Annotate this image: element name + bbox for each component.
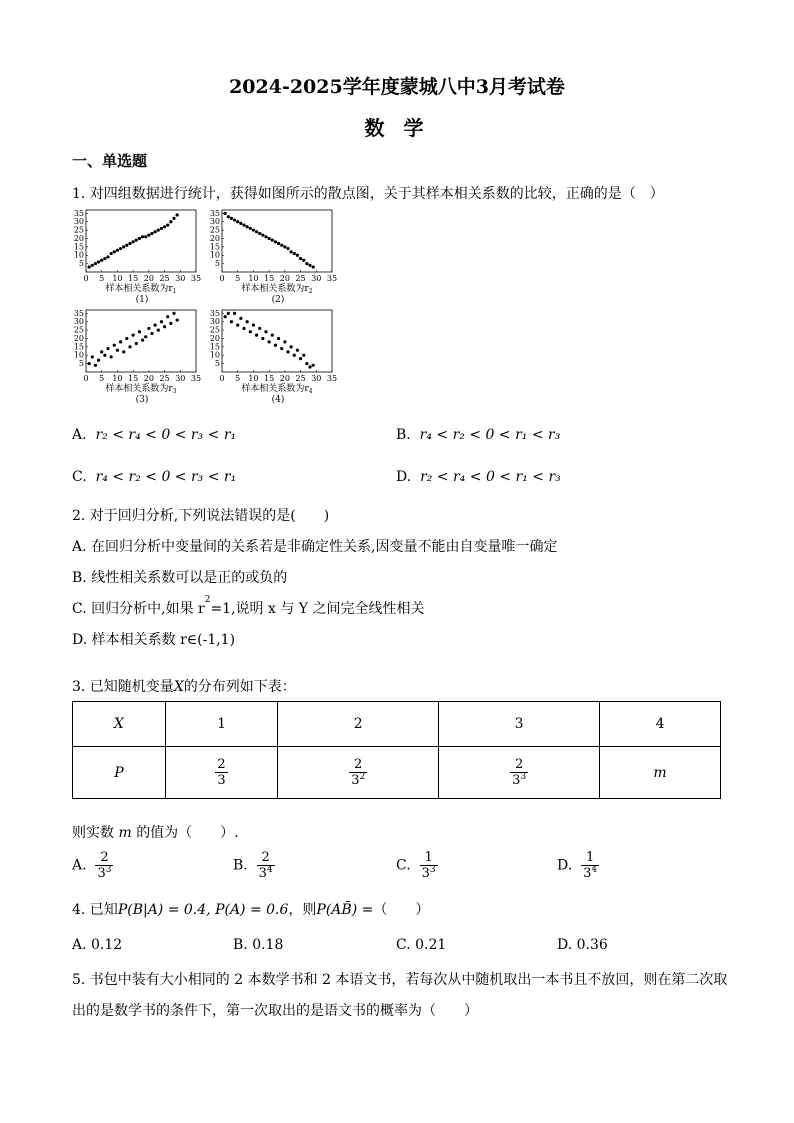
y-tick-label: 25 (73, 325, 84, 335)
data-point (160, 227, 163, 230)
data-point (113, 344, 116, 347)
question-3-ask (72, 822, 239, 842)
q3-option-c-label: C. (396, 857, 411, 874)
q3-stem-pre: 3. 已知随机变量 (72, 679, 174, 695)
table-row (73, 702, 721, 747)
fraction: $\frac{2}{3}$ (217, 757, 226, 788)
data-point (249, 227, 252, 230)
y-tick-label: 5 (214, 259, 220, 269)
x-tick-label: 30 (311, 374, 322, 383)
q3-option-a-label: A. (72, 857, 87, 874)
q1-option-a-label: A. (72, 427, 87, 443)
q2-option-c[interactable] (72, 595, 425, 618)
x-tick-label: 25 (295, 274, 306, 283)
y-tick-label: 35 (73, 308, 84, 318)
data-point (141, 235, 144, 238)
y-tick-label: 20 (209, 333, 220, 343)
data-point (283, 340, 286, 343)
q4-option-d[interactable]: D. 0.36 (557, 937, 608, 953)
data-point (106, 347, 109, 350)
q3-stem-var: X (173, 679, 184, 695)
plot-index: (2) (271, 295, 285, 305)
q3-stem-post: 的分布列如下表： (183, 679, 296, 695)
data-point (299, 257, 302, 260)
data-point (119, 247, 122, 250)
y-tick-label: 20 (73, 233, 84, 243)
table-cell (165, 747, 277, 799)
data-point (268, 237, 271, 240)
data-point (106, 255, 109, 258)
x-tick-label: 35 (190, 274, 202, 283)
data-point (128, 242, 131, 245)
data-point (103, 257, 106, 260)
y-tick-label: 30 (209, 217, 220, 227)
data-point (296, 254, 299, 257)
data-point (296, 349, 299, 352)
table-cell: 3 (439, 702, 600, 747)
q3-option-d-label: D. (557, 857, 573, 874)
q3-option-b[interactable] (233, 850, 275, 881)
data-point (91, 264, 94, 267)
x-tick-label: 20 (143, 274, 154, 283)
question-4-stem (72, 899, 429, 919)
x-tick-label: 10 (112, 374, 123, 383)
data-point (299, 357, 302, 360)
plot-caption: 样本相关系数为$r_1$ (105, 284, 177, 295)
q4-ask: P(AB̄) = (316, 902, 374, 918)
data-point (261, 337, 264, 340)
y-tick-label: 10 (73, 350, 84, 360)
data-point (135, 342, 138, 345)
y-tick-label: 35 (209, 208, 220, 218)
scatter-plot-3 (72, 308, 204, 412)
data-point (176, 318, 179, 321)
data-point (252, 229, 255, 232)
data-point (230, 320, 233, 323)
data-point (147, 234, 150, 237)
y-tick-label: 5 (78, 259, 84, 269)
data-point (274, 344, 277, 347)
data-point (144, 335, 147, 338)
fraction: $\frac{2}{3^3}$ (512, 757, 527, 788)
plot-caption: 样本相关系数为$r_4$ (241, 384, 313, 395)
y-tick-label: 35 (73, 208, 84, 218)
x-tick-label: 30 (175, 374, 186, 383)
x-tick-label: 25 (159, 374, 170, 383)
y-tick-label: 25 (209, 225, 220, 235)
plot-index: (4) (271, 395, 285, 405)
x-tick-label: 15 (264, 274, 275, 283)
x-tick-label: 0 (219, 374, 225, 383)
data-point (308, 365, 311, 368)
q1-option-d-expr: r₂ < r₄ < 0 < r₁ < r₃ (420, 469, 561, 485)
exam-title: 2024-2025学年度蒙城八中3月考试卷 (229, 76, 565, 98)
data-point (305, 362, 308, 365)
x-tick-label: 20 (143, 374, 154, 383)
q2-option-d[interactable]: D. 样本相关系数 r∈(-1,1) (72, 632, 236, 648)
q3-ask-post: 的值为（ ）. (136, 825, 239, 841)
y-tick-label: 30 (209, 317, 220, 327)
data-point (132, 240, 135, 243)
q1-option-b[interactable] (396, 427, 560, 443)
y-tick-label: 35 (209, 308, 220, 318)
q3-option-d[interactable] (557, 850, 599, 881)
q4-mid: ，则 (288, 902, 317, 918)
data-point (280, 347, 283, 350)
data-point (236, 220, 239, 223)
data-point (122, 350, 125, 353)
data-point (172, 312, 175, 315)
q1-option-c-expr: r₄ < r₂ < 0 < r₃ < r₁ (95, 469, 237, 485)
data-point (166, 223, 169, 226)
data-point (239, 222, 242, 225)
y-tick-label: 10 (209, 350, 220, 360)
data-point (230, 217, 233, 220)
data-point (157, 329, 160, 332)
data-point (280, 244, 283, 247)
section-heading: 一、单选题 (72, 152, 148, 170)
q1-option-b-label: B. (396, 427, 411, 443)
q3-option-c[interactable] (396, 850, 438, 881)
q2-option-c-pre: C. 回归分析中,如果 r (72, 601, 205, 617)
data-point (246, 225, 249, 228)
q4-stem-pre: 4. 已知 (72, 902, 118, 918)
data-point (242, 223, 245, 226)
data-point (302, 259, 305, 262)
x-tick-label: 10 (248, 274, 259, 283)
data-point (100, 259, 103, 262)
x-tick-label: 35 (326, 374, 338, 383)
q4-option-b[interactable]: B. 0.18 (233, 937, 284, 953)
data-point (308, 264, 311, 267)
fraction: $\frac{1}{3^3}$ (421, 850, 436, 881)
y-tick-label: 15 (73, 342, 84, 352)
table-cell (439, 747, 600, 799)
x-tick-label: 15 (128, 374, 139, 383)
data-point (88, 265, 91, 268)
data-point (233, 218, 236, 221)
data-point (150, 232, 153, 235)
x-tick-label: 35 (326, 274, 338, 283)
data-point (172, 217, 175, 220)
data-point (239, 317, 242, 320)
data-point (141, 339, 144, 342)
q3-option-b-label: B. (233, 857, 248, 874)
data-point (264, 235, 267, 238)
q1-option-c-label: C. (72, 469, 87, 485)
data-point (113, 250, 116, 253)
y-tick-label: 15 (73, 242, 84, 252)
x-tick-label: 5 (99, 374, 105, 383)
data-point (91, 355, 94, 358)
plot-frame (222, 310, 332, 372)
data-point (302, 354, 305, 357)
data-point (268, 340, 271, 343)
q1-option-d[interactable] (396, 469, 561, 485)
data-point (97, 359, 100, 362)
question-5-line-2: 出的是数学书的条件下，第一次取出的是语文书的概率为（ ） (72, 1003, 478, 1019)
data-point (236, 323, 239, 326)
data-point (125, 244, 128, 247)
data-point (163, 325, 166, 328)
x-tick-label: 10 (248, 374, 259, 383)
data-point (258, 327, 261, 330)
q4-condition: P(B|A) = 0.4, P(A) = 0.6 (117, 902, 289, 918)
x-tick-label: 5 (235, 274, 241, 283)
data-point (312, 265, 315, 268)
data-point (119, 340, 122, 343)
q2-option-b[interactable]: B. 线性相关系数可以是正的或负的 (72, 570, 288, 586)
data-point (255, 230, 258, 233)
data-point (283, 245, 286, 248)
x-tick-label: 10 (112, 274, 123, 283)
data-point (147, 327, 150, 330)
q1-option-a-expr: r₂ < r₄ < 0 < r₃ < r₁ (95, 427, 237, 443)
data-point (157, 229, 160, 232)
data-point (116, 349, 119, 352)
table-row (73, 747, 721, 799)
q3-ask-var: m (118, 825, 132, 841)
plot-caption: 样本相关系数为$r_3$ (105, 384, 177, 395)
question-1-stem: 1. 对四组数据进行统计，获得如图所示的散点图，关于其样本相关系数的比较，正确的是（ ） (72, 186, 664, 202)
data-point (110, 355, 113, 358)
x-tick-label: 35 (190, 374, 202, 383)
data-point (246, 320, 249, 323)
data-point (169, 220, 172, 223)
q1-option-b-expr: r₄ < r₂ < 0 < r₁ < r₃ (419, 427, 561, 443)
y-tick-label: 10 (73, 250, 84, 260)
data-point (163, 225, 166, 228)
scatter-plot-2 (208, 208, 340, 308)
data-point (293, 354, 296, 357)
data-point (305, 262, 308, 265)
table-cell: X (73, 702, 166, 747)
data-point (312, 364, 315, 367)
scatter-plot-4 (208, 308, 340, 412)
q3-ask-pre: 则实数 (72, 825, 114, 841)
x-tick-label: 15 (264, 374, 275, 383)
data-point (224, 315, 227, 318)
data-point (166, 315, 169, 318)
data-point (94, 262, 97, 265)
data-point (249, 330, 252, 333)
fraction: $\frac{1}{3^4}$ (583, 850, 598, 881)
data-point (116, 249, 119, 252)
data-point (128, 345, 131, 348)
table-cell: m (600, 747, 721, 799)
x-tick-label: 30 (175, 274, 186, 283)
x-tick-label: 5 (99, 274, 105, 283)
y-tick-label: 20 (73, 333, 84, 343)
data-point (274, 240, 277, 243)
table-cell (278, 747, 439, 799)
q2-option-c-post: =1,说明 x 与 Y 之间完全线性相关 (210, 601, 425, 617)
x-tick-label: 25 (159, 274, 170, 283)
q2-option-a[interactable]: A. 在回归分析中变量间的关系若是非确定性关系,因变量不能由自变量唯一确定 (72, 539, 558, 555)
data-point (252, 323, 255, 326)
x-tick-label: 25 (295, 374, 306, 383)
data-point (100, 350, 103, 353)
data-point (138, 237, 141, 240)
data-point (144, 235, 147, 238)
y-tick-label: 10 (209, 250, 220, 260)
y-tick-label: 15 (209, 342, 220, 352)
q1-option-d-label: D. (396, 469, 412, 485)
q3-option-a[interactable] (72, 850, 113, 881)
data-point (224, 212, 227, 215)
data-point (261, 234, 264, 237)
table-cell: 1 (165, 702, 277, 747)
data-point (110, 252, 113, 255)
fraction: $\frac{2}{3^4}$ (258, 850, 273, 881)
data-point (277, 242, 280, 245)
x-tick-label: 15 (128, 274, 139, 283)
fraction: $\frac{2}{3^3}$ (97, 850, 112, 881)
data-point (271, 334, 274, 337)
data-point (125, 337, 128, 340)
data-point (169, 322, 172, 325)
y-tick-label: 20 (209, 233, 220, 243)
x-tick-label: 0 (83, 374, 89, 383)
plot-frame (86, 310, 196, 372)
data-point (290, 250, 293, 253)
q4-end: （ ） (373, 902, 430, 918)
x-tick-label: 0 (83, 274, 89, 283)
question-2-stem: 2. 对于回归分析,下列说法错误的是( ) (72, 508, 330, 524)
data-point (286, 350, 289, 353)
plot-frame (222, 210, 332, 272)
data-point (97, 260, 100, 263)
data-point (255, 334, 258, 337)
x-tick-label: 20 (279, 274, 290, 283)
data-point (150, 332, 153, 335)
data-point (94, 364, 97, 367)
data-point (290, 345, 293, 348)
data-point (293, 252, 296, 255)
y-tick-label: 5 (214, 359, 220, 369)
data-point (242, 327, 245, 330)
data-point (227, 312, 230, 315)
plot-frame (86, 210, 196, 272)
q4-option-c[interactable]: C. 0.21 (396, 937, 447, 953)
fraction: $\frac{2}{3^2}$ (351, 757, 366, 788)
data-point (154, 323, 157, 326)
exam-subject: 数 学 (364, 116, 430, 140)
data-point (286, 247, 289, 250)
data-point (135, 239, 138, 242)
data-point (160, 320, 163, 323)
question-5-line-1: 5. 书包中装有大小相同的 2 本数学书和 2 本语文书，若每次从中随机取出一本书且不放回，则在第二次取 (72, 972, 728, 988)
x-tick-label: 20 (279, 374, 290, 383)
plot-index: (3) (135, 395, 149, 405)
y-tick-label: 25 (209, 325, 220, 335)
x-tick-label: 5 (235, 374, 241, 383)
y-tick-label: 30 (73, 217, 84, 227)
x-tick-label: 30 (311, 274, 322, 283)
data-point (176, 213, 179, 216)
data-point (138, 330, 141, 333)
data-point (258, 232, 261, 235)
y-tick-label: 5 (78, 359, 84, 369)
q1-option-a[interactable] (72, 427, 236, 443)
y-tick-label: 30 (73, 317, 84, 327)
plot-index: (1) (135, 295, 149, 305)
scatter-plot-1 (72, 208, 204, 308)
data-point (227, 215, 230, 218)
q4-option-a[interactable]: A. 0.12 (72, 937, 123, 953)
data-point (103, 354, 106, 357)
table-cell: P (73, 747, 166, 799)
q2-option-c-sup: 2 (204, 595, 211, 605)
plot-caption: 样本相关系数为$r_2$ (241, 284, 313, 295)
q1-option-c[interactable] (72, 469, 236, 485)
data-point (264, 330, 267, 333)
table-cell: 2 (278, 702, 439, 747)
table-cell: 4 (600, 702, 721, 747)
y-tick-label: 25 (73, 225, 84, 235)
data-point (233, 312, 236, 315)
data-point (277, 337, 280, 340)
y-tick-label: 15 (209, 242, 220, 252)
data-point (122, 245, 125, 248)
x-tick-label: 0 (219, 274, 225, 283)
data-point (271, 239, 274, 242)
data-point (132, 334, 135, 337)
distribution-table (72, 701, 721, 799)
question-3-stem (72, 676, 296, 696)
data-point (154, 230, 157, 233)
data-point (88, 362, 91, 365)
